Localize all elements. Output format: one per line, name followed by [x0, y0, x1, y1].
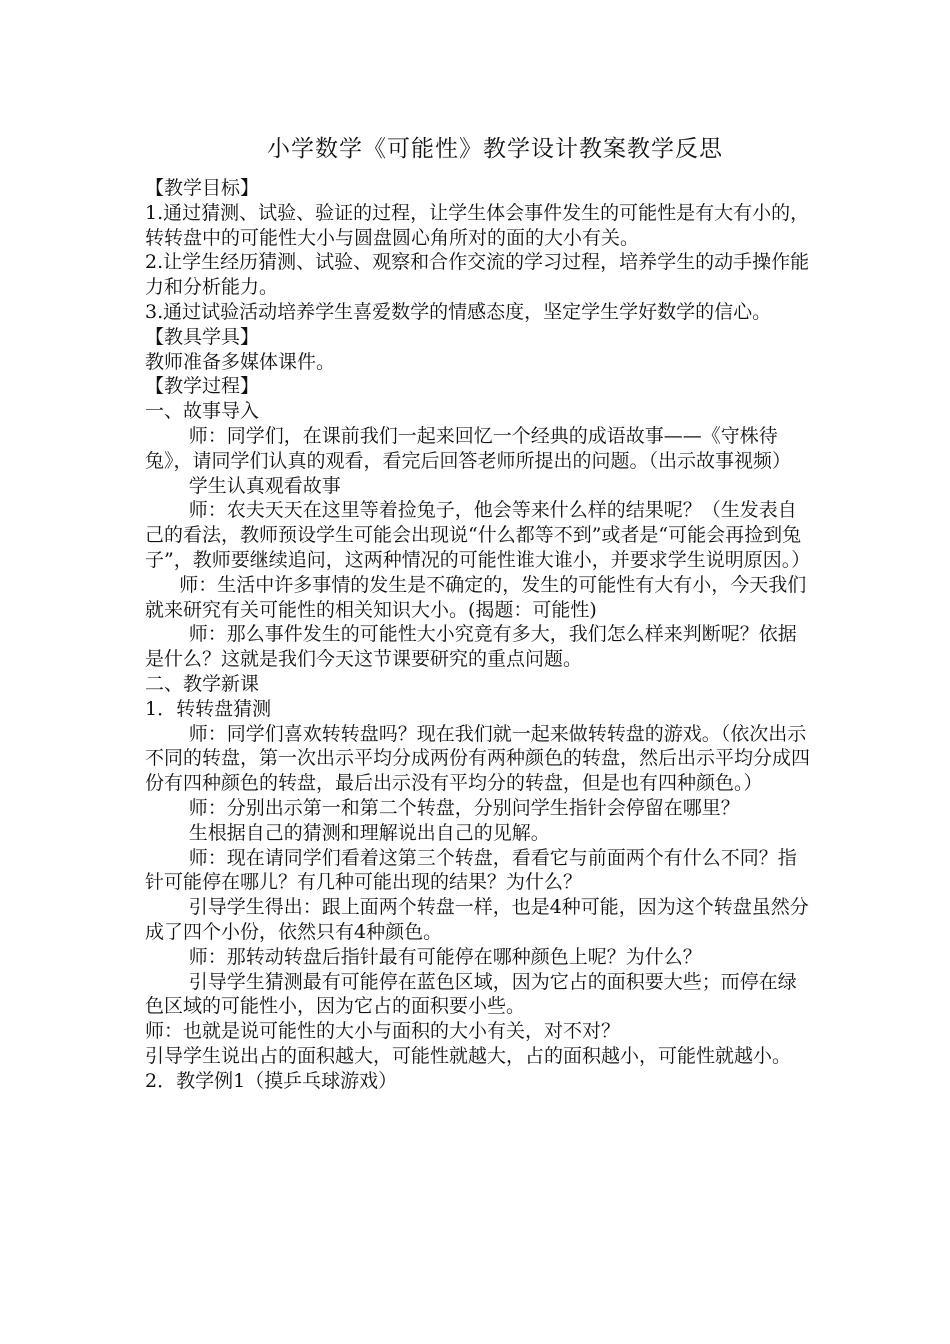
sub-heading-example-1: 2．教学例1（摸乒乓球游戏）: [145, 1069, 398, 1092]
paragraph: 引导学生猜测最有可能停在蓝色区域，因为它占的面积要大些；而停在绿色区域的可能性小，因为它占的面积要小些。: [145, 970, 797, 1018]
section-heading-process: 【教学过程】: [145, 375, 260, 398]
tools-text: 教师准备多媒体课件。: [145, 350, 336, 373]
paragraph: 师：那么事件发生的可能性大小究竟有多大，我们怎么样来判断呢？依据是什么？这就是我们今天这节课要研究的重点问题。: [145, 623, 797, 671]
paragraph: 生根据自己的猜测和理解说出自己的见解。: [188, 821, 550, 844]
goal-item-1: 1.通过猜测、试验、验证的过程，让学生体会事件发生的可能性是有大有小的，转转盘中的可能性大小与圆盘圆心角所对的面的大小有关。: [145, 201, 810, 249]
paragraph: 学生认真观看故事: [188, 474, 341, 497]
paragraph: 师：分别出示第一和第二个转盘，分别问学生指针会停留在哪里？: [188, 796, 740, 819]
document-body: [145, 176, 811, 1093]
goal-item-3: 3.通过试验活动培养学生喜爱数学的情感态度，坚定学生学好数学的信心。: [145, 300, 772, 323]
paragraph: 师：生活中许多事情的发生是不确定的，发生的可能性有大有小，今天我们就来研究有关可能性的相关知识大小。(揭题：可能性): [145, 573, 807, 621]
section-heading-goals: 【教学目标】: [145, 177, 260, 199]
paragraph: 师：同学们，在课前我们一起来回忆一个经典的成语故事——《守株待兔》，请同学们认真的观看，看完后回答老师所提出的问题。（出示故事视频）: [145, 424, 792, 472]
section-heading-tools: 【教具学具】: [145, 325, 260, 348]
part-heading-story-intro: 一、故事导入: [145, 400, 260, 423]
paragraph: 师：那转动转盘后指针最有可能停在哪种颜色上呢？为什么？: [188, 945, 702, 968]
paragraph: 引导学生得出：跟上面两个转盘一样，也是4种可能，因为这个转盘虽然分成了四个小份，依然只有4种颜色。: [145, 896, 809, 943]
paragraph: 引导学生说出占的面积越大，可能性就越大，占的面积越小，可能性就越小。: [145, 1044, 792, 1067]
document-title: 小学数学《可能性》教学设计教案教学反思: [267, 136, 723, 162]
goal-item-2: 2.让学生经历猜测、试验、观察和合作交流的学习过程，培养学生的动手操作能力和分析能力。: [145, 251, 810, 299]
paragraph: 师：同学们喜欢转转盘吗？现在我们就一起来做转转盘的游戏。（依次出示不同的转盘，第一次出示平均分成两份有两种颜色的转盘，然后出示平均分成四份有四种颜色的转盘，最后出示没有平均分的转盘，但是也有四种颜色。）: [145, 722, 811, 795]
part-heading-new-lesson: 二、教学新课: [145, 672, 260, 695]
paragraph: 师：农夫天天在这里等着捡兔子，他会等来什么样的结果呢？（生发表自己的看法，教师预设学生可能会出现说“什么都等不到”或者是“可能会再捡到兔子”，教师要继续追问，这两种情况的可能性谁大谁小，并要求学生说明原因。）: [145, 499, 811, 571]
paragraph: 师：也就是说可能性的大小与面积的大小有关，对不对？: [145, 1020, 621, 1043]
paragraph: 师：现在请同学们看着这第三个转盘，看看它与前面两个有什么不同？指针可能停在哪儿？有几种可能出现的结果？为什么？: [145, 846, 797, 894]
sub-heading-spinner: 1．转转盘猜测: [145, 697, 272, 720]
